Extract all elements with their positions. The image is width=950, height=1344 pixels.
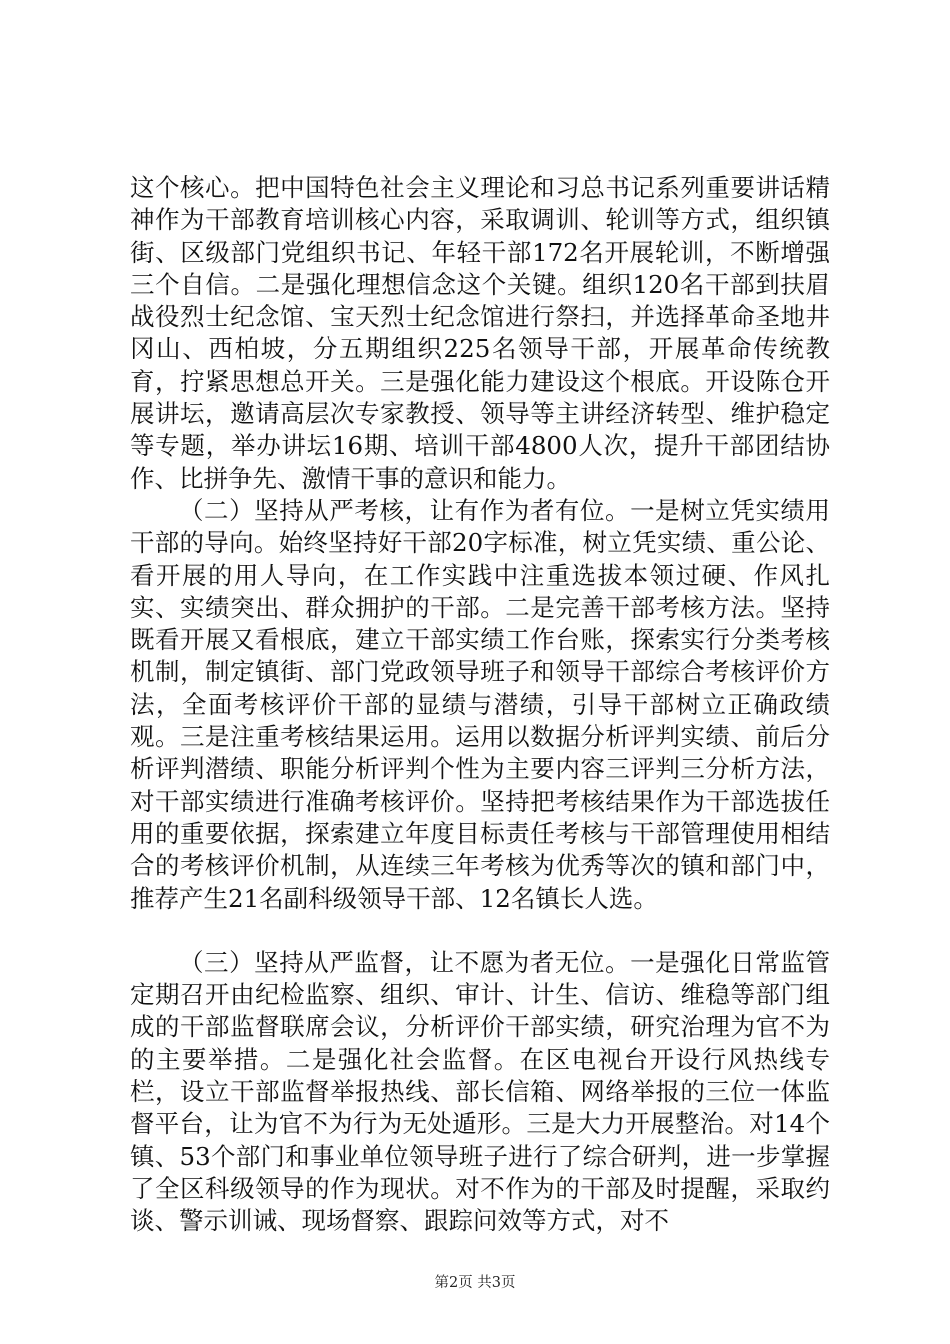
paragraph-3: （三）坚持从严监督，让不愿为者无位。一是强化日常监管定期召开由纪检监察、组织、审计、计生、信访、维稳等部门组成的干部监督联席会议，分析评价干部实绩，研究治理为官不为的主要举措。二是强化社会监督。在区电视台开设行风热线专栏，设立干部监督举报热线、部长信箱、网络举报的三位一体监督平台，让为官不为行为无处遁形。三是大力开展整治。对14个镇、53个部门和事业单位领导班子进行了综合研判，进一步掌握了全区科级领导的作为现状。对不作为的干部及时提醒，采取约谈、警示训诫、现场督察、跟踪问效等方式，对不 [130,947,830,1236]
document-body [130,172,830,1238]
page-footer: 第2页 共3页 [434,1275,516,1291]
paragraph-2: （二）坚持从严考核，让有作为者有位。一是树立凭实绩用干部的导向。始终坚持好干部20字标准，树立凭实绩、重公论、看开展的用人导向，在工作实践中注重选拔本领过硬、作风扎实、实绩突出、群众拥护的干部。二是完善干部考核方法。坚持既看开展又看根底，建立干部实绩工作台账，探索实行分类考核机制，制定镇街、部门党政领导班子和领导干部综合考核评价方法，全面考核评价干部的显绩与潜绩，引导干部树立正确政绩观。三是注重考核结果运用。运用以数据分析评判实绩、前后分析评判潜绩、职能分析评判个性为主要内容三评判三分析方法，对干部实绩进行准确考核评价。坚持把考核结果作为干部选拔任用的重要依据，探索建立年度目标责任考核与干部管理使用相结合的考核评价机制，从连续三年考核为优秀等次的镇和部门中，推荐产生21名副科级领导干部、12名镇长人选。 [130,495,830,913]
paragraph-gap [130,915,830,947]
paragraph-1: 这个核心。把中国特色社会主义理论和习总书记系列重要讲话精神作为干部教育培训核心内容，采取调训、轮训等方式，组织镇街、区级部门党组织书记、年轻干部172名开展轮训，不断增强三个自信。二是强化理想信念这个关键。组织120名干部到扶眉战役烈士纪念馆、宝天烈士纪念馆进行祭扫，并选择革命圣地井冈山、西柏坡，分五期组织225名领导干部，开展革命传统教育，拧紧思想总开关。三是强化能力建设这个根底。开设陈仓开展讲坛，邀请高层次专家教授、领导等主讲经济转型、维护稳定等专题，举办讲坛16期、培训干部4800人次，提升干部团结协作、比拼争先、激情干事的意识和能力。 [130,173,830,493]
